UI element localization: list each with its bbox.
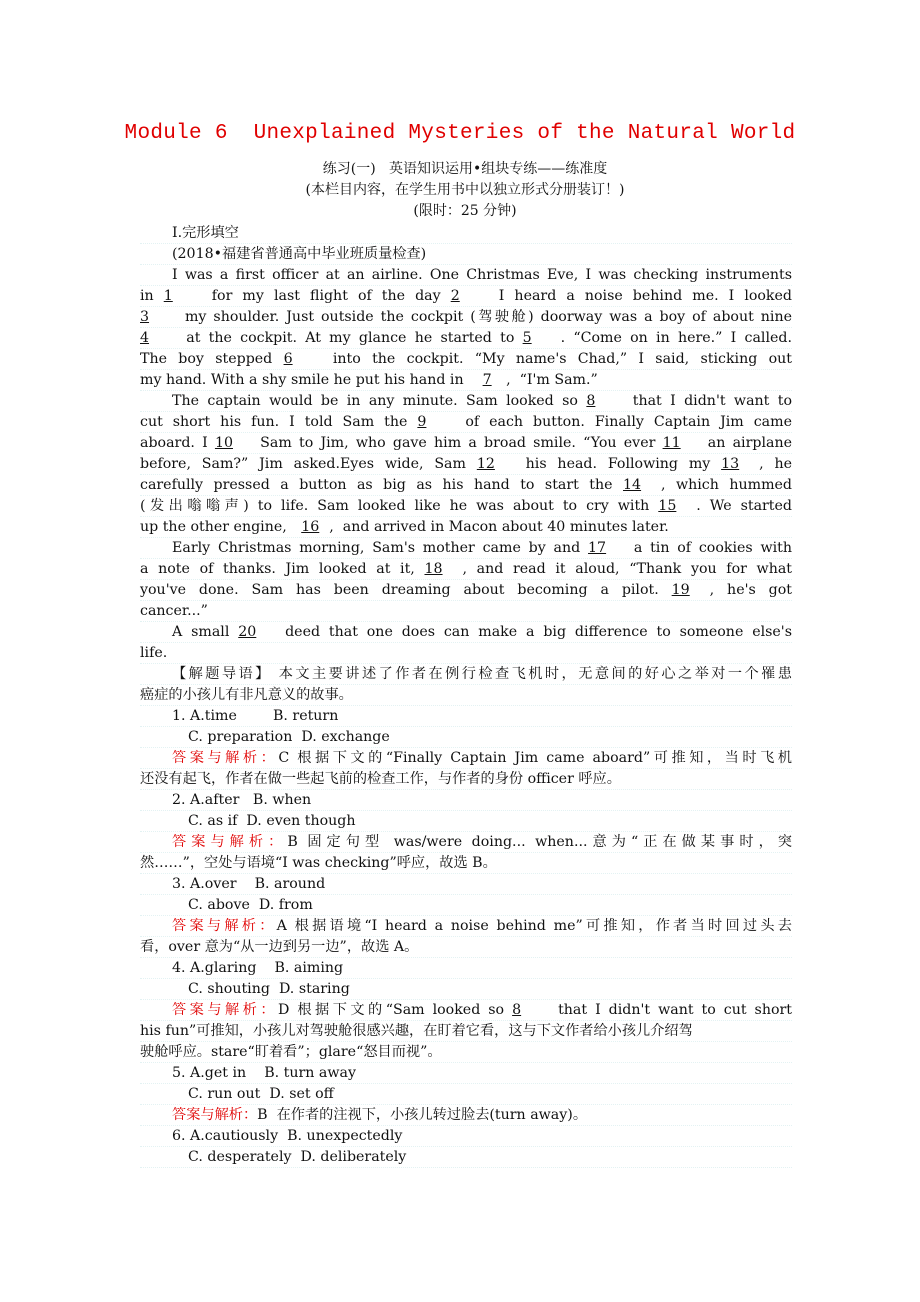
text-span: I heard a noise behind me. I looked — [488, 288, 793, 304]
text-span: in — [140, 288, 164, 304]
text-span: you've done. Sam has been dreaming about becoming a pilot. — [140, 582, 672, 598]
text-line — [140, 286, 792, 307]
text-line — [140, 769, 792, 790]
blank-number: 6 — [283, 351, 293, 367]
text-line — [140, 496, 792, 517]
text-span: , and arrived in Macon about 40 minutes later. — [329, 519, 669, 535]
text-line — [140, 328, 792, 349]
text-span: of each button. Finally Captain Jim came — [455, 414, 792, 430]
blank-number: 3 — [140, 309, 150, 325]
text-line — [140, 727, 792, 748]
text-line — [140, 706, 792, 727]
text-line — [140, 244, 792, 265]
text-span: cut short his fun. I told Sam the — [140, 414, 418, 430]
text-line — [140, 307, 792, 328]
text-line — [140, 370, 792, 391]
text-line — [140, 916, 792, 937]
text-span: C. run out D. set off — [188, 1086, 334, 1102]
blank-number: 17 — [588, 540, 607, 556]
text-line — [140, 979, 792, 1000]
text-span: life. — [140, 645, 168, 661]
text-span: 然……”，空处与语境“I was checking”呼应，故选 B。 — [140, 855, 497, 871]
text-span: into the cockpit. “My name's Chad,” I said, sticking out — [321, 351, 792, 367]
blank-number: 14 — [623, 477, 642, 493]
text-span: C 根据下文的“Finally Captain Jim came aboard”可推知，当时飞机 — [278, 750, 792, 766]
text-span: 【解题导语】 本文主要讲述了作者在例行检查飞机时，无意间的好心之举对一个罹患 — [172, 666, 792, 682]
text-span: The boy stepped — [140, 351, 284, 367]
text-span: I was a first officer at an airline. One Christmas Eve, I was checking instruments — [172, 267, 792, 283]
text-span: 驶舱呼应。stare“盯着看”；glare“怒目而视”。 — [140, 1044, 442, 1060]
text-line — [140, 265, 792, 286]
text-span: for my last flight of the day — [201, 288, 451, 304]
blank-number: 9 — [417, 414, 427, 430]
text-span: 5. A.get in B. turn away — [172, 1065, 356, 1081]
text-line — [140, 937, 792, 958]
blank-number: 12 — [476, 456, 495, 472]
answer-label: 答案与解析： — [172, 1002, 279, 1018]
module-title: Module 6 Unexplained Mysteries of the Natural World — [124, 122, 796, 145]
text-span: my hand. With a shy smile he put his hand in — [140, 372, 469, 388]
text-line — [140, 853, 792, 874]
text-span: before, Sam?” Jim asked.Eyes wide, Sam — [140, 456, 477, 472]
text-span: B 在作者的注视下，小孩儿转过脸去(turn away)。 — [257, 1107, 588, 1123]
text-line — [140, 622, 792, 643]
text-line — [140, 1042, 792, 1063]
text-span: 还没有起飞，作者在做一些起飞前的检查工作，与作者的身份 officer 呼应。 — [140, 771, 621, 787]
text-line — [140, 475, 792, 496]
text-line — [140, 1021, 792, 1042]
text-span: C. desperately D. deliberately — [188, 1149, 407, 1165]
text-span: C. shouting D. staring — [188, 981, 350, 997]
text-line — [140, 664, 792, 685]
text-span: C. as if D. even though — [188, 813, 356, 829]
exercise-subtitle: 练习(一) 英语知识运用•组块专练——练准度 — [322, 161, 608, 177]
text-span: cancer...” — [140, 603, 208, 619]
blank-number: 13 — [721, 456, 740, 472]
text-span: at the cockpit. At my glance he started to — [178, 330, 523, 346]
text-line — [140, 895, 792, 916]
text-line — [140, 685, 792, 706]
blank-number: 5 — [522, 330, 532, 346]
text-span: a tin of cookies with — [626, 540, 792, 556]
blank-number: 16 — [301, 519, 320, 535]
text-line — [140, 832, 792, 853]
blank-number: 8 — [512, 1002, 522, 1018]
text-span: Sam to Jim, who gave him a broad smile. “You ever — [252, 435, 663, 451]
blank-number: 2 — [450, 288, 460, 304]
text-span: , “I'm Sam.” — [506, 372, 598, 388]
text-span: D 根据下文的“Sam looked so — [278, 1002, 513, 1018]
text-span: that I didn't want to — [624, 393, 792, 409]
text-span: B 固定句型 was/were doing... when...意为“正在做某事时，突 — [287, 834, 792, 850]
answer-label: 答案与解析： — [172, 834, 288, 850]
blank-number: 19 — [671, 582, 690, 598]
time-limit: (限时：25 分钟) — [413, 203, 517, 219]
text-line — [140, 1105, 792, 1126]
text-span: Early Christmas morning, Sam's mother came by and — [172, 540, 589, 556]
text-span: Ⅰ.完形填空 — [172, 225, 239, 241]
text-line — [140, 1126, 792, 1147]
text-line — [140, 412, 792, 433]
answer-label: 答案与解析： — [172, 1107, 258, 1123]
blank-number: 18 — [424, 561, 443, 577]
text-span: deed that one does can make a big difference to someone else's — [276, 624, 792, 640]
text-span: The captain would be in any minute. Sam looked so — [172, 393, 587, 409]
text-span: his fun”可推知，小孩儿对驾驶舱很感兴趣，在盯着它看，这与下文作者给小孩儿介绍驾 — [140, 1023, 693, 1039]
text-span: , and read it aloud, “Thank you for what — [462, 561, 792, 577]
blank-number: 4 — [140, 330, 150, 346]
text-span: that I didn't want to cut short — [550, 1002, 792, 1018]
text-line — [140, 223, 792, 244]
text-line — [140, 790, 792, 811]
text-line — [140, 538, 792, 559]
text-span: my shoulder. Just outside the cockpit (驾驶舱) doorway was a boy of about nine — [178, 309, 792, 325]
text-line — [140, 517, 792, 538]
text-span: (2018•福建省普通高中毕业班质量检查) — [172, 246, 427, 262]
text-span: an airplane — [700, 435, 792, 451]
text-line — [140, 958, 792, 979]
text-span: C. above D. from — [188, 897, 313, 913]
binding-note: (本栏目内容，在学生用书中以独立形式分册装订！) — [305, 182, 625, 198]
text-span: 1. A.time B. return — [172, 708, 339, 724]
blank-number: 8 — [586, 393, 596, 409]
text-line — [140, 454, 792, 475]
text-span: 2. A.after B. when — [172, 792, 312, 808]
text-span: (发出嗡嗡声) to life. Sam looked like he was about to cry with — [140, 498, 659, 514]
answer-label: 答案与解析： — [172, 750, 279, 766]
text-span: 看，over 意为“从一边到另一边”，故选 A。 — [140, 939, 419, 955]
text-line — [140, 559, 792, 580]
text-span: 4. A.glaring B. aiming — [172, 960, 344, 976]
text-span: . “Come on in here.” I called. — [560, 330, 792, 346]
blank-number: 11 — [662, 435, 681, 451]
text-line — [140, 643, 792, 664]
text-line — [140, 811, 792, 832]
text-line — [140, 1084, 792, 1105]
text-span: 癌症的小孩儿有非凡意义的故事。 — [140, 687, 353, 703]
document-body — [140, 223, 792, 1168]
blank-number: 1 — [163, 288, 173, 304]
answer-label: 答案与解析： — [172, 918, 277, 934]
text-span: A 根据语境“I heard a noise behind me”可推知，作者当时回过头去 — [276, 918, 792, 934]
text-line — [140, 1147, 792, 1168]
text-span: A small — [172, 624, 239, 640]
text-line — [140, 748, 792, 769]
text-span: up the other engine, — [140, 519, 292, 535]
text-line — [140, 580, 792, 601]
text-line — [140, 874, 792, 895]
blank-number: 20 — [238, 624, 257, 640]
text-line — [140, 601, 792, 622]
blank-number: 15 — [658, 498, 677, 514]
text-line — [140, 1000, 792, 1021]
blank-number: 7 — [482, 372, 492, 388]
text-span: aboard. I — [140, 435, 215, 451]
text-span: , he's got — [709, 582, 792, 598]
blank-number: 10 — [214, 435, 233, 451]
text-line — [140, 1063, 792, 1084]
text-line — [140, 391, 792, 412]
text-line — [140, 433, 792, 454]
text-span: 3. A.over B. around — [172, 876, 326, 892]
text-span: carefully pressed a button as big as his hand to start the — [140, 477, 624, 493]
text-span: a note of thanks. Jim looked at it, — [140, 561, 425, 577]
text-span: C. preparation D. exchange — [188, 729, 390, 745]
text-line — [140, 349, 792, 370]
text-span: 6. A.cautiously B. unexpectedly — [172, 1128, 403, 1144]
text-span: , which hummed — [661, 477, 793, 493]
text-span: his head. Following my — [514, 456, 722, 472]
text-span: . We started — [696, 498, 792, 514]
text-span: , he — [759, 456, 793, 472]
